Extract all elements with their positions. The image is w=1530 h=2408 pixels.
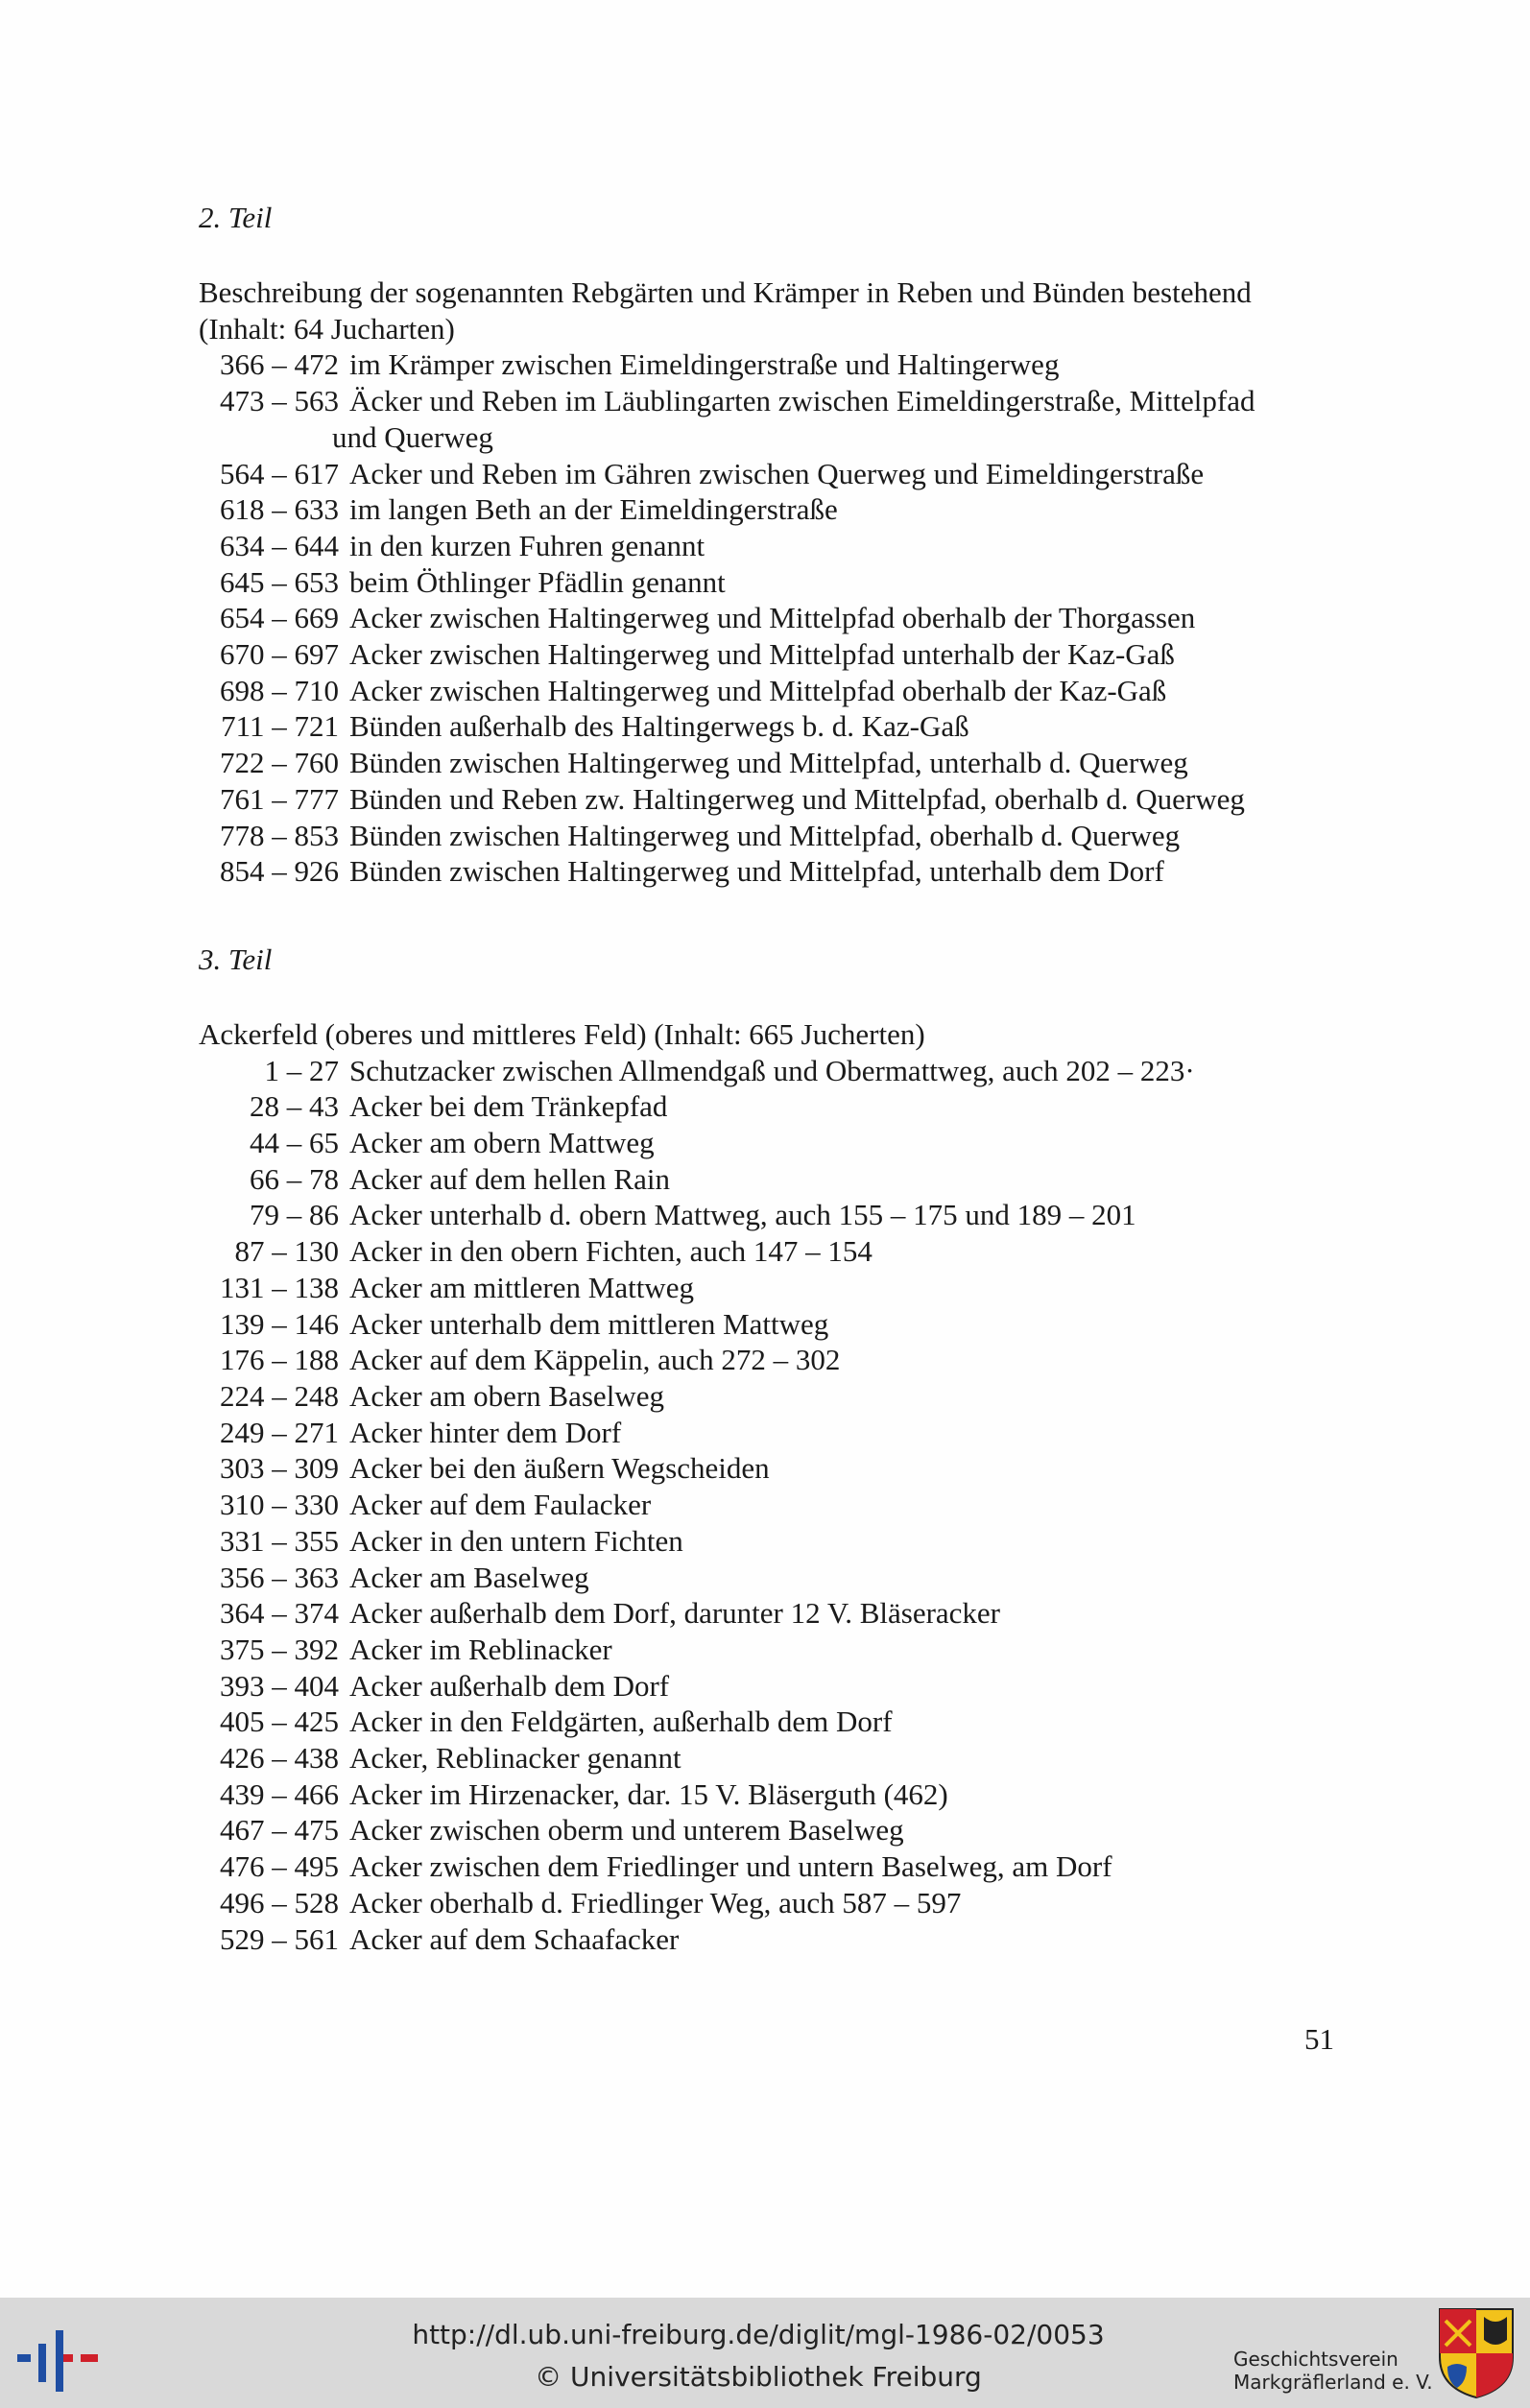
entry-text: Acker in den untern Fichten: [349, 1523, 683, 1558]
entry-text: Acker und Reben im Gähren zwischen Querweg und Eimeldingerstraße: [349, 456, 1205, 490]
entry-range: 331 – 355: [220, 1523, 339, 1558]
entry-text: Acker unterhalb dem mittleren Mattweg: [349, 1306, 829, 1341]
entry-text: im langen Beth an der Eimeldingerstraße: [349, 492, 838, 527]
entry-range: 670 – 697: [220, 637, 339, 672]
entry-row: [199, 1233, 1341, 1270]
entry-range: 79 – 86: [250, 1198, 339, 1232]
entry-row: [199, 1632, 1341, 1668]
entry-row: [199, 781, 1341, 818]
footer-bar: [0, 2298, 1530, 2408]
entry-range: 44 – 65: [250, 1126, 339, 1160]
entry-range: 224 – 248: [220, 1378, 339, 1413]
entry-range: 496 – 528: [220, 1885, 339, 1919]
entry-range: 87 – 130: [234, 1234, 339, 1269]
entry-row: [199, 1125, 1341, 1161]
entry-text: Acker zwischen oberm und unterem Baselweg: [349, 1813, 904, 1848]
society-crest-icon: [1438, 2307, 1515, 2399]
footer-url[interactable]: http://dl.ub.uni-freiburg.de/diglit/mgl-1986-02/0053: [412, 2319, 1105, 2350]
entry-text: Acker zwischen Haltingerweg und Mittelpfad unterhalb der Kaz-Gaß: [349, 637, 1175, 672]
entry-text: Bünden außerhalb des Haltingerwegs b. d. Kaz-Gaß: [349, 709, 969, 744]
entry-text: Äcker und Reben im Läublingarten zwischen Eimeldingerstraße, Mittelpfad: [349, 384, 1255, 418]
entry-range: 1 – 27: [264, 1053, 339, 1087]
entry-range: 176 – 188: [220, 1343, 339, 1377]
entry-range: 426 – 438: [220, 1741, 339, 1776]
entry-range: 476 – 495: [220, 1849, 339, 1884]
entry-text: Acker in den obern Fichten, auch 147 – 154: [349, 1234, 873, 1269]
entry-range: 356 – 363: [220, 1560, 339, 1594]
entry-row: [199, 1450, 1341, 1487]
page-content: [199, 200, 1341, 1957]
entry-text: Bünden zwischen Haltingerweg und Mittelpfad, unterhalb d. Querweg: [349, 746, 1188, 780]
entry-text: Acker hinter dem Dorf: [349, 1415, 622, 1449]
entry-text: Acker im Reblinacker: [349, 1632, 612, 1666]
entry-row: [199, 1704, 1341, 1740]
entry-row: [199, 1848, 1341, 1885]
entry-row: [199, 600, 1341, 636]
part3-entry-list: [199, 1053, 1341, 1958]
entry-text: Acker im Hirzenacker, dar. 15 V. Bläserguth (462): [349, 1776, 948, 1811]
entry-row: [199, 1342, 1341, 1378]
entry-range: 439 – 466: [220, 1776, 339, 1811]
entry-row: [199, 818, 1341, 854]
entry-range: 249 – 271: [220, 1415, 339, 1449]
entry-row: [199, 1885, 1341, 1921]
entry-range: 405 – 425: [220, 1705, 339, 1739]
entry-text: Bünden zwischen Haltingerweg und Mittelpfad, oberhalb d. Querweg: [349, 818, 1181, 852]
entry-text: Bünden zwischen Haltingerweg und Mittelpfad, unterhalb dem Dorf: [349, 854, 1164, 889]
entry-range: 393 – 404: [220, 1668, 339, 1703]
entry-row: [199, 1812, 1341, 1848]
entry-text: Acker zwischen Haltingerweg und Mittelpfad oberhalb der Kaz-Gaß: [349, 673, 1167, 707]
entry-text: Acker außerhalb dem Dorf, darunter 12 V. Bläseracker: [349, 1596, 1001, 1631]
entry-range: 778 – 853: [220, 818, 339, 852]
entry-row: [199, 1378, 1341, 1415]
entry-row: [199, 1088, 1341, 1125]
entry-row: [199, 1595, 1341, 1632]
entry-range: 310 – 330: [220, 1488, 339, 1522]
entry-row: [199, 1197, 1341, 1233]
entry-row: [199, 1560, 1341, 1596]
entry-text: Acker bei dem Tränkepfad: [349, 1089, 668, 1124]
entry-range: 529 – 561: [220, 1921, 339, 1956]
part3-intro: Ackerfeld (oberes und mittleres Feld) (Inhalt: 665 Jucherten): [199, 1016, 925, 1051]
entry-row: [199, 346, 1341, 383]
entry-row: [199, 708, 1341, 745]
entry-range: 28 – 43: [250, 1089, 339, 1124]
entry-text: Acker in den Feldgärten, außerhalb dem Dorf: [349, 1705, 893, 1739]
entry-row: [199, 1415, 1341, 1451]
entry-range: 375 – 392: [220, 1632, 339, 1666]
entry-text: Acker unterhalb d. obern Mattweg, auch 155 – 175 und 189 – 201: [349, 1198, 1136, 1232]
entry-row: [199, 1523, 1341, 1560]
society-line2: Markgräflerland e. V.: [1233, 2371, 1433, 2394]
entry-row: [199, 1740, 1341, 1776]
entry-range: 303 – 309: [220, 1451, 339, 1486]
entry-row: [199, 456, 1341, 492]
entry-row: [199, 1487, 1341, 1523]
entry-range: 634 – 644: [220, 528, 339, 562]
entry-text: beim Öthlinger Pfädlin genannt: [349, 564, 726, 599]
entry-text: Acker am obern Baselweg: [349, 1378, 664, 1413]
part2-intro: Beschreibung der sogenannten Rebgärten und Krämper in Reben und Bünden bestehend (Inhalt: 64 Jucharten): [199, 275, 1252, 346]
society-line1: Geschichtsverein: [1233, 2348, 1399, 2371]
footer-copyright: © Universitätsbibliothek Freiburg: [535, 2361, 982, 2393]
entry-text: Acker zwischen Haltingerweg und Mittelpfad oberhalb der Thorgassen: [349, 601, 1196, 635]
entry-text: Schutzacker zwischen Allmendgaß und Obermattweg, auch 202 – 223·: [349, 1053, 1195, 1087]
entry-range: 473 – 563: [220, 384, 339, 418]
entry-row: [199, 1668, 1341, 1705]
entry-range: 761 – 777: [220, 781, 339, 816]
entry-range: 564 – 617: [220, 456, 339, 490]
entry-text: Bünden und Reben zw. Haltingerweg und Mittelpfad, oberhalb d. Querweg: [349, 781, 1245, 816]
entry-range: 139 – 146: [220, 1306, 339, 1341]
entry-row: [199, 853, 1341, 890]
entry-row: [199, 1306, 1341, 1343]
entry-range: 711 – 721: [221, 709, 339, 744]
entry-row: [199, 491, 1341, 528]
page-number: 51: [1304, 2022, 1334, 2056]
entry-text: Acker, Reblinacker genannt: [349, 1741, 681, 1776]
entry-range: 645 – 653: [220, 564, 339, 599]
entry-continuation: und Querweg: [332, 419, 493, 454]
entry-text: Acker außerhalb dem Dorf: [349, 1668, 670, 1703]
entry-text: Acker am Baselweg: [349, 1560, 589, 1594]
section-title-part3: 3. Teil: [199, 942, 273, 976]
entry-range: 131 – 138: [220, 1270, 339, 1304]
entry-row: [199, 1776, 1341, 1813]
entry-text: Acker zwischen dem Friedlinger und untern Baselweg, am Dorf: [349, 1849, 1112, 1884]
entry-text: Acker auf dem Käppelin, auch 272 – 302: [349, 1343, 841, 1377]
entry-text: Acker bei den äußern Wegscheiden: [349, 1451, 770, 1486]
entry-range: 618 – 633: [220, 492, 339, 527]
entry-text: Acker auf dem Schaafacker: [349, 1921, 680, 1956]
entry-range: 467 – 475: [220, 1813, 339, 1848]
entry-range: 366 – 472: [220, 347, 339, 382]
entry-text: Acker oberhalb d. Friedlinger Weg, auch 587 – 597: [349, 1885, 962, 1919]
entry-range: 854 – 926: [220, 854, 339, 889]
entry-range: 66 – 78: [250, 1161, 339, 1196]
entry-text: Acker auf dem hellen Rain: [349, 1161, 670, 1196]
entry-text: in den kurzen Fuhren genannt: [349, 528, 705, 562]
entry-row: [199, 1053, 1341, 1089]
entry-text: Acker auf dem Faulacker: [349, 1488, 652, 1522]
entry-row: [199, 1270, 1341, 1306]
entry-text: Acker am mittleren Mattweg: [349, 1270, 694, 1304]
entry-row: [199, 383, 1341, 419]
society-name: [1233, 2348, 1433, 2394]
entry-text: im Krämper zwischen Eimeldingerstraße und Haltingerweg: [349, 347, 1060, 382]
part2-entry-list: [199, 346, 1341, 890]
entry-row: [199, 673, 1341, 709]
entry-text: Acker am obern Mattweg: [349, 1126, 655, 1160]
entry-range: 698 – 710: [220, 673, 339, 707]
entry-row: [199, 636, 1341, 673]
entry-row: [199, 564, 1341, 601]
section-title-part2: 2. Teil: [199, 201, 273, 234]
entry-range: 364 – 374: [220, 1596, 339, 1631]
entry-range: 722 – 760: [220, 746, 339, 780]
entry-row: [199, 1921, 1341, 1958]
entry-row: [199, 745, 1341, 781]
ub-freiburg-logo-icon: [17, 2325, 102, 2392]
entry-row: [199, 528, 1341, 564]
entry-range: 654 – 669: [220, 601, 339, 635]
entry-row: [199, 1161, 1341, 1198]
